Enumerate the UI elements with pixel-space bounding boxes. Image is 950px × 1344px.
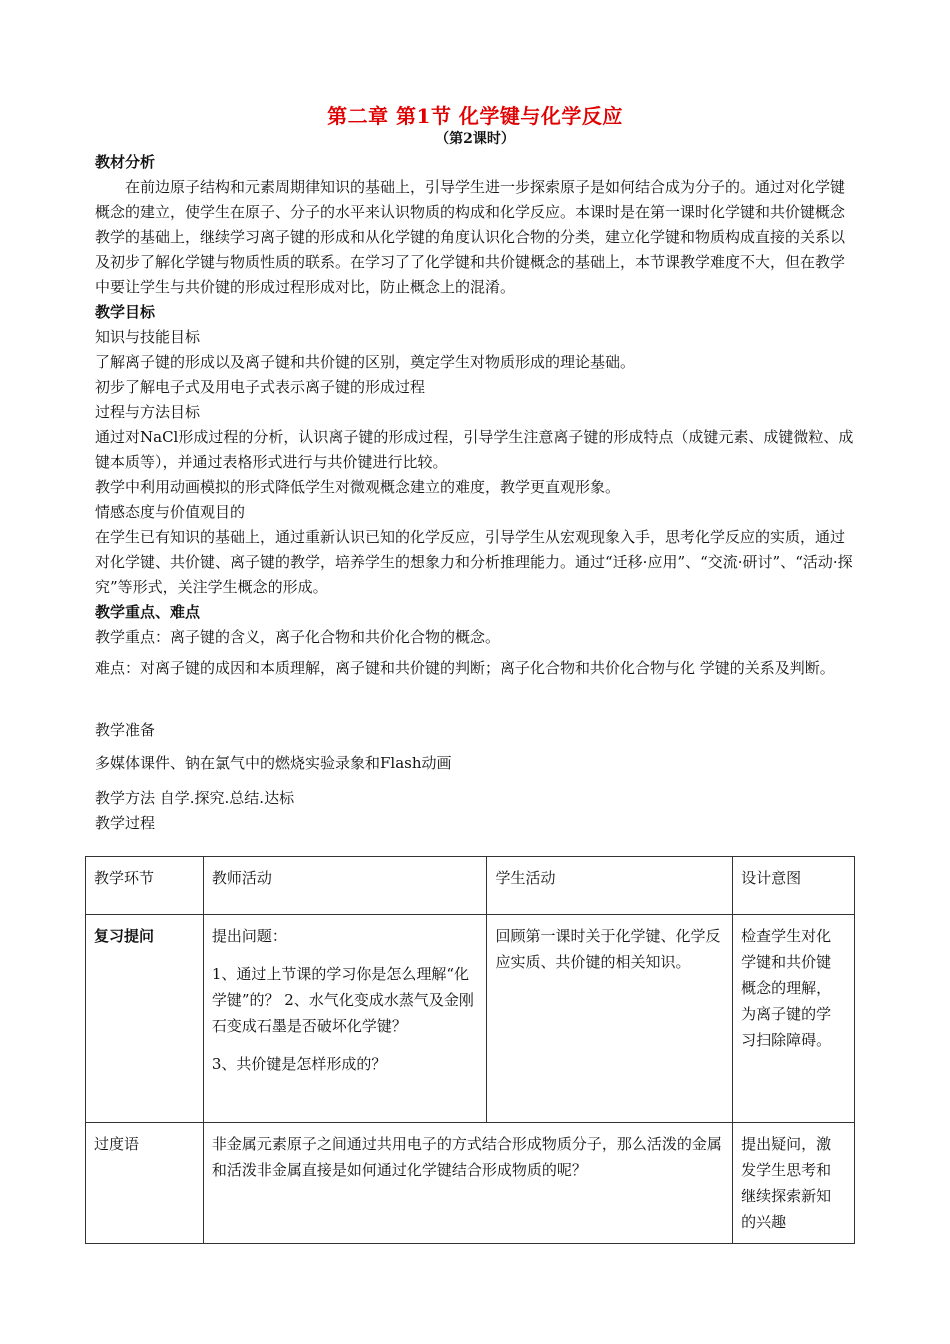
prep-heading: 教学准备	[95, 721, 156, 739]
row1-teacher-p2: 1、通过上节课的学习你是怎么理解“化学键”的？ 2、水气化变成水蒸气及金刚石变成石墨是否破坏化学键？	[211, 965, 474, 1035]
header-teacher: 教师活动	[203, 857, 487, 915]
header-stage: 教学环节	[86, 857, 204, 915]
difficult-point: 难点：对离子键的成因和本质理解，离子键和共价键的判断；离子化合物和共价化合物与化 学键的关系及判断。	[95, 659, 835, 677]
row2-intent: 提出疑问，激发学生思考和继续探索新知的兴趣	[733, 1123, 855, 1244]
header-intent: 设计意图	[733, 857, 855, 915]
prep-body: 多媒体课件、钠在氯气中的燃烧实验录象和Flash动画	[95, 754, 452, 772]
material-heading: 教材分析	[95, 153, 156, 171]
page-title: 第二章 第1节 化学键与化学反应	[327, 104, 623, 128]
table-row	[86, 1123, 855, 1244]
table-header-row	[86, 857, 855, 915]
row2-content: 非金属元素原子之间通过共用电子的方式结合形成物质分子，那么活泼的金属和活泼非金属直接是如何通过化学键结合形成物质的呢？	[203, 1123, 732, 1244]
key-heading: 教学重点、难点	[95, 603, 201, 621]
row2-stage: 过度语	[86, 1123, 204, 1244]
material-body: 在前边原子结构和元素周期律知识的基础上，引导学生进一步探索原子是如何结合成为分子的。通过对化学键概念的建立，使学生在原子、分子的水平来认识物质的构成和化学反应。本课时是在第一课时化学键和共价键概念教学的基础上，继续学习离子键的形成和从化学键的角度认识化合物的分类，建立化学键和物质构成直接的关系以及初步了解化学键与物质性质的联系。在学习了了化学键和共价键概念的基础上，本节课教学难度不大，但在教学中要让学生与共价键的形成过程形成对比，防止概念上的混淆。	[95, 178, 846, 296]
row1-intent: 检查学生对化学键和共价键概念的理解，为离子键的学习扫除障碍。	[733, 915, 855, 1123]
table-row	[86, 915, 855, 1123]
goal-knowledge-heading: 知识与技能目标	[95, 328, 201, 346]
goal-emotion-line1: 在学生已有知识的基础上，通过重新认识已知的化学反应，引导学生从宏观现象入手，思考化学反应的实质，通过对化学键、共价键、离子键的教学，培养学生的想象力和分析推理能力。通过“迁移·应用”、“交流·研讨”、“活动·探究”等形式，关注学生概念的形成。	[95, 528, 853, 596]
page-subtitle: （第2课时）	[435, 131, 515, 147]
process-table	[85, 856, 855, 1244]
goal-knowledge-line1: 了解离子键的形成以及离子键和共价键的区别，奠定学生对物质形成的理论基础。	[95, 353, 636, 371]
goal-process-heading: 过程与方法目标	[95, 403, 201, 421]
row1-teacher	[203, 915, 487, 1123]
row1-stage: 复习提问	[86, 915, 204, 1123]
row1-teacher-p1: 提出问题：	[211, 927, 287, 945]
goal-process-line1: 通过对NaCl形成过程的分析，认识离子键的形成过程，引导学生注意离子键的形成特点（成键元素、成键微粒、成键本质等），并通过表格形式进行与共价键进行比较。	[95, 428, 854, 471]
row1-teacher-p3: 3、共价键是怎样形成的？	[211, 1055, 387, 1073]
row1-student: 回顾第一课时关于化学键、化学反应实质、共价键的相关知识。	[487, 915, 733, 1123]
goal-emotion-heading: 情感态度与价值观目的	[95, 503, 246, 521]
key-point: 教学重点：离子键的含义，离子化合物和共价化合物的概念。	[95, 628, 501, 646]
goal-process-line2: 教学中利用动画模拟的形式降低学生对微观概念建立的难度，教学更直观形象。	[95, 478, 621, 496]
goal-knowledge-line2: 初步了解电子式及用电子式表示离子键的形成过程	[95, 378, 426, 396]
method-line: 教学方法 自学.探究.总结.达标	[95, 789, 295, 807]
goals-heading: 教学目标	[95, 303, 156, 321]
header-student: 学生活动	[487, 857, 733, 915]
process-heading: 教学过程	[95, 814, 156, 832]
